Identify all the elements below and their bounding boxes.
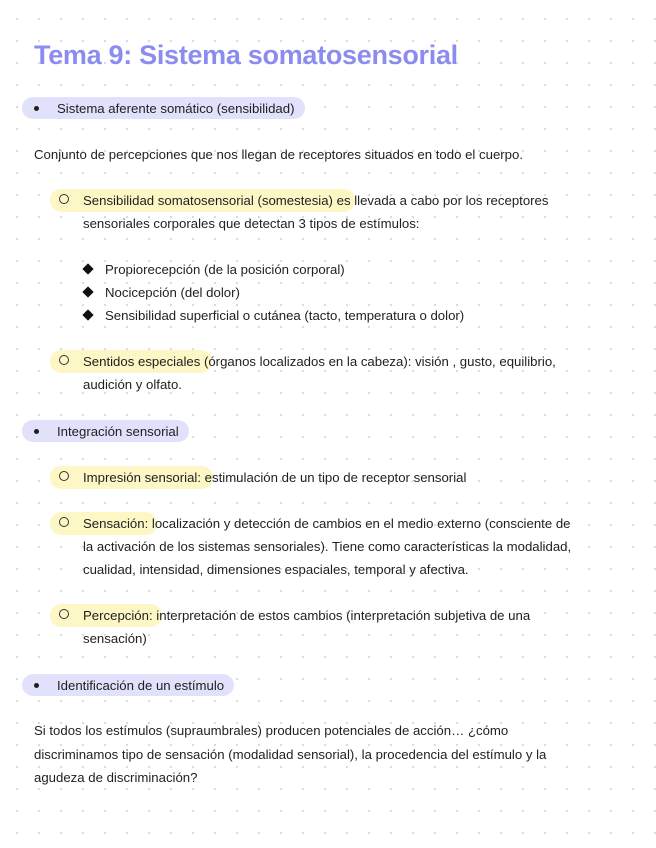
bullet-dot-icon xyxy=(34,429,39,434)
term: Sensibilidad somatosensorial (somestesia) xyxy=(83,193,333,208)
circle-bullet-icon xyxy=(59,355,69,365)
circle-bullet-icon xyxy=(59,194,69,204)
list-item-percepcion xyxy=(50,604,630,650)
term: Impresión sensorial: xyxy=(83,470,202,485)
circle-bullet-icon xyxy=(59,471,69,481)
list-item-somestesia xyxy=(50,189,630,235)
section-heading-identificacion-estimulo xyxy=(22,674,234,696)
term-description-continued: audición y olfato. xyxy=(83,377,182,392)
term-description: localización y detección de cambios en el medio externo (consciente de xyxy=(148,516,571,531)
bullet-dot-icon xyxy=(34,683,39,688)
diamond-bullet-icon xyxy=(82,286,93,297)
closing-paragraph xyxy=(34,719,614,790)
intro-paragraph: Conjunto de percepciones que nos llegan de receptores situados en todo el cuerpo. xyxy=(34,147,524,162)
term: Sentidos especiales xyxy=(83,354,201,369)
term-description-continued: la activación de los sistemas sensoriales). Tiene como características la modalidad, xyxy=(83,539,572,554)
closing-line: Si todos los estímulos (supraumbrales) producen potenciales de acción… ¿cómo xyxy=(34,723,509,738)
closing-line: discriminamos tipo de sensación (modalidad sensorial), la procedencia del estímulo y la xyxy=(34,746,547,762)
sub-list-item-label: Propiorecepción (de la posición corporal) xyxy=(105,262,345,277)
sub-list-item xyxy=(84,281,240,304)
sub-list-item xyxy=(84,258,345,281)
term: Sensación: xyxy=(83,516,149,531)
diamond-bullet-icon xyxy=(82,263,93,274)
sub-list-item-label: Sensibilidad superficial o cutánea (tacto, temperatura o dolor) xyxy=(105,308,465,323)
circle-bullet-icon xyxy=(59,609,69,619)
section-heading-sistema-aferente xyxy=(22,97,305,119)
term-description: interpretación de estos cambios (interpretación subjetiva de una xyxy=(152,608,531,623)
diamond-bullet-icon xyxy=(82,309,93,320)
circle-bullet-icon xyxy=(59,517,69,527)
sub-list-item-label: Nocicepción (del dolor) xyxy=(105,285,240,300)
page-title: Tema 9: Sistema somatosensorial xyxy=(34,40,458,70)
bullet-dot-icon xyxy=(34,106,39,111)
term-description: (órganos localizados en la cabeza): visión , gusto, equilibrio, xyxy=(200,354,556,369)
term-description-continued: sensación) xyxy=(83,631,147,646)
section-heading-label: Sistema aferente somático (sensibilidad) xyxy=(57,100,295,116)
term-description-continued: sensoriales corporales que detectan 3 tipos de estímulos: xyxy=(83,216,420,231)
list-item-sensacion xyxy=(50,512,630,581)
term-description-continued: cualidad, intensidad, dimensiones espaciales, temporal y afectiva. xyxy=(83,562,469,577)
list-item-impresion-sensorial xyxy=(50,466,630,489)
term: Percepción: xyxy=(83,608,153,623)
section-heading-integracion-sensorial xyxy=(22,420,189,442)
term-description: es llevada a cabo por los receptores xyxy=(332,193,549,208)
list-item-sentidos-especiales xyxy=(50,350,630,396)
sub-list-item xyxy=(84,304,464,327)
closing-line: agudeza de discriminación? xyxy=(34,770,198,785)
section-heading-label: Integración sensorial xyxy=(57,423,179,439)
term-description: estimulación de un tipo de receptor sensorial xyxy=(201,470,467,485)
section-heading-label: Identificación de un estímulo xyxy=(57,677,225,693)
